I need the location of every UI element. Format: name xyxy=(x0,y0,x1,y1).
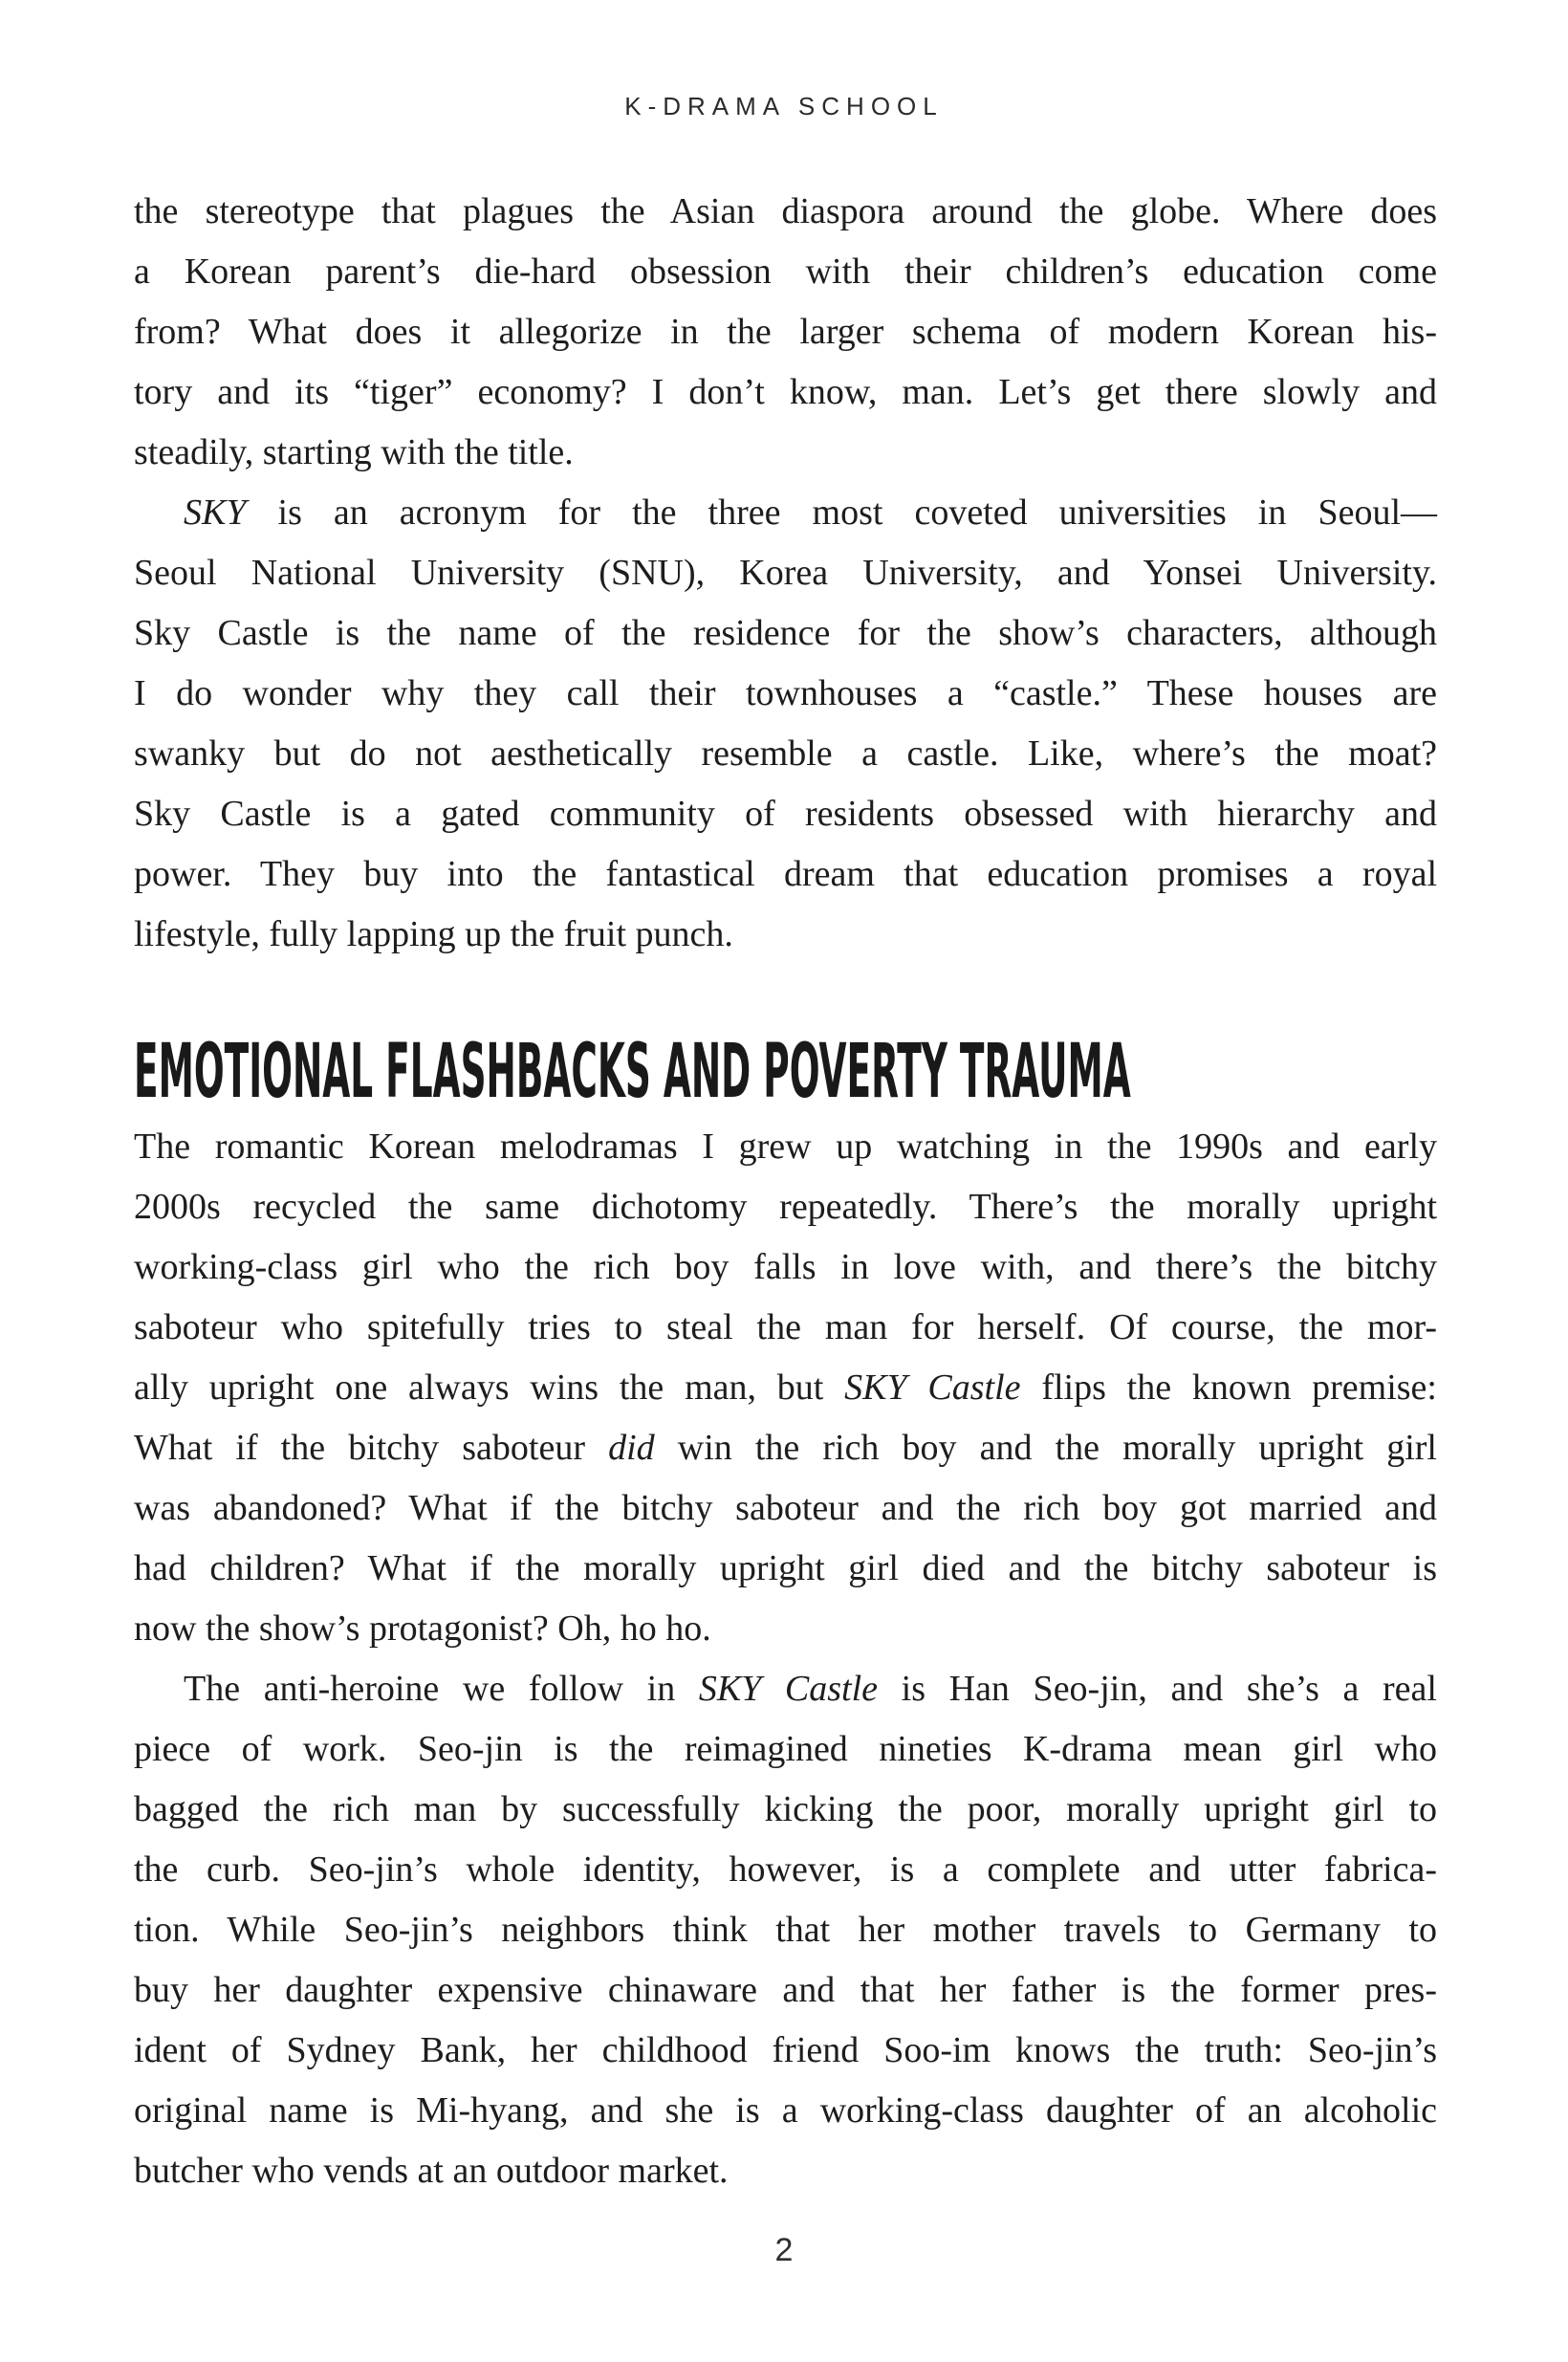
text-line: The anti-heroine we follow in SKY Castle is Han Seo-jin, and she’s a real xyxy=(184,1669,1437,1709)
text-line: SKY is an acronym for the three most coveted universities in Seoul— xyxy=(184,492,1437,533)
paragraph-anti-heroine xyxy=(134,1659,1437,2201)
paragraph-melodramas xyxy=(134,1117,1437,1659)
text-line: What if the bitchy saboteur did win the rich boy and the morally upright girl xyxy=(134,1428,1437,1468)
text-line: butcher who vends at an outdoor market. xyxy=(134,2151,729,2191)
text-line: working-class girl who the rich boy falls in love with, and there’s the bitchy xyxy=(134,1247,1437,1287)
text-line: Sky Castle is a gated community of residents obsessed with hierarchy and xyxy=(134,794,1437,834)
text-line: bagged the rich man by successfully kicking the poor, morally upright girl to xyxy=(134,1789,1437,1829)
text-line: the curb. Seo-jin’s whole identity, however, is a complete and utter fabrica- xyxy=(134,1849,1437,1890)
body-text-lower xyxy=(134,1117,1437,2201)
text-line: the stereotype that plagues the Asian diaspora around the globe. Where does xyxy=(134,191,1437,231)
text-line: buy her daughter expensive chinaware and that her father is the former pres- xyxy=(134,1970,1437,2010)
text-line: steadily, starting with the title. xyxy=(134,432,574,472)
paragraph-continuation xyxy=(134,182,1437,483)
text-line: tory and its “tiger” economy? I don’t know, man. Let’s get there slowly and xyxy=(134,372,1437,412)
text-line: a Korean parent’s die-hard obsession with their children’s education come xyxy=(134,252,1437,292)
text-line: from? What does it allegorize in the larger schema of modern Korean his- xyxy=(134,312,1437,352)
running-head-title: K-DRAMA SCHOOL xyxy=(624,92,944,120)
text-line: ident of Sydney Bank, her childhood friend Soo-im knows the truth: Seo-jin’s xyxy=(134,2030,1437,2070)
text-line: now the show’s protagonist? Oh, ho ho. xyxy=(134,1608,711,1649)
text-line: power. They buy into the fantastical dream that education promises a royal xyxy=(134,854,1437,894)
text-line: I do wonder why they call their townhouses a “castle.” These houses are xyxy=(134,673,1437,713)
text-line: saboteur who spitefully tries to steal the man for herself. Of course, the mor- xyxy=(134,1307,1437,1347)
text-line: Sky Castle is the name of the residence for the show’s characters, although xyxy=(134,613,1437,653)
text-line: lifestyle, fully lapping up the fruit punch. xyxy=(134,914,733,954)
text-line: ally upright one always wins the man, but SKY Castle flips the known premise: xyxy=(134,1367,1437,1408)
text-line: The romantic Korean melodramas I grew up watching in the 1990s and early xyxy=(134,1126,1437,1167)
text-line: 2000s recycled the same dichotomy repeatedly. There’s the morally upright xyxy=(134,1187,1437,1227)
text-line: piece of work. Seo-jin is the reimagined nineties K-drama mean girl who xyxy=(134,1729,1437,1769)
text-line: had children? What if the morally upright girl died and the bitchy saboteur is xyxy=(134,1548,1437,1588)
paragraph-sky-acronym xyxy=(134,483,1437,965)
text-line: Seoul National University (SNU), Korea University, and Yonsei University. xyxy=(134,553,1437,593)
section-heading: EMOTIONAL FLASHBACKS AND POVERTY TRAUMA xyxy=(134,1029,1131,1115)
text-line: tion. While Seo-jin’s neighbors think that her mother travels to Germany to xyxy=(134,1910,1437,1950)
text-line: swanky but do not aesthetically resemble a castle. Like, where’s the moat? xyxy=(134,733,1437,774)
page-number: 2 xyxy=(774,2232,794,2268)
text-line: was abandoned? What if the bitchy saboteur and the rich boy got married and xyxy=(134,1488,1437,1528)
text-line: original name is Mi-hyang, and she is a working-class daughter of an alcoholic xyxy=(134,2090,1437,2131)
body-text-upper xyxy=(134,182,1437,965)
